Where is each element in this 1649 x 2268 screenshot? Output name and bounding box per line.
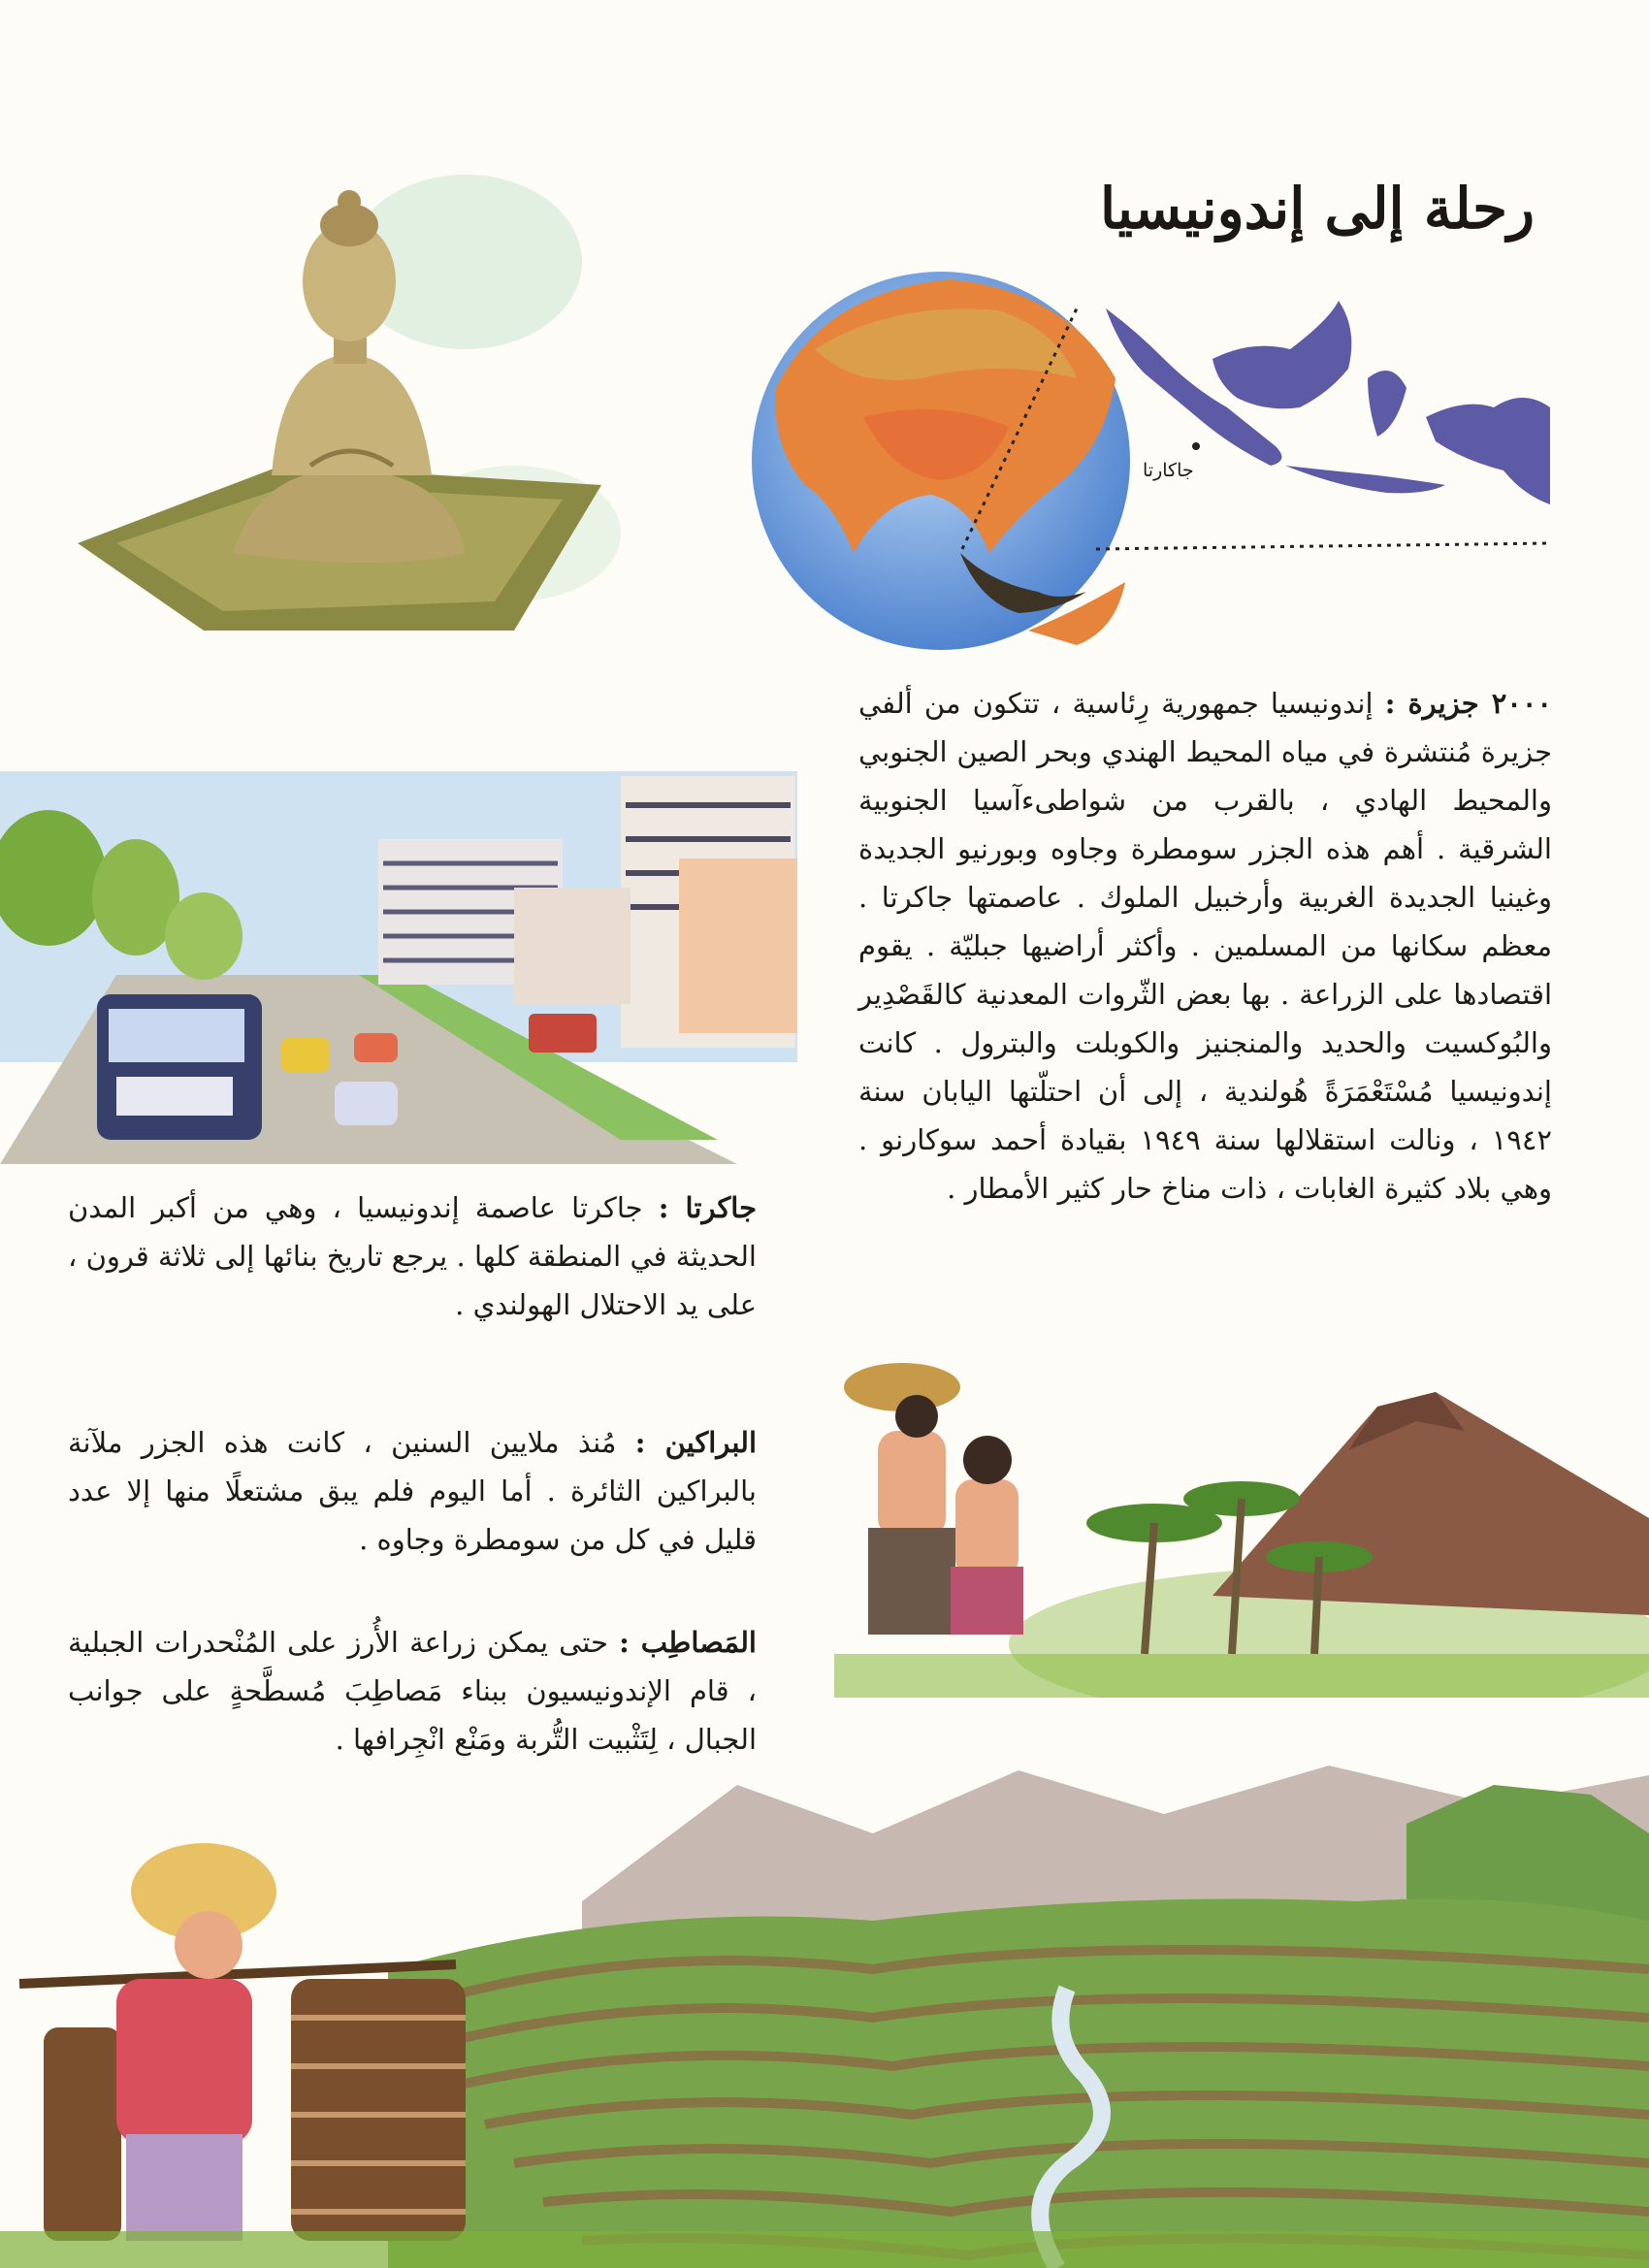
volcanoes-paragraph [68, 1418, 757, 1564]
jakarta-map-label: جاكارتا [1143, 460, 1194, 481]
jakarta-street-illustration [0, 771, 797, 1164]
buddha-statue-illustration [58, 146, 640, 650]
volcanoes-text: مُنذ ملايين السنين ، كانت هذه الجزر ملآنة بالبراكين الثائرة . أما اليوم فلم يبق مشتعلًا منها إلا عدد قليل في كل من سومطرة وجاوه . [68, 1426, 757, 1556]
volcano-children-illustration [834, 1363, 1649, 1698]
page-title: رحلة إلى إندونيسيا [1100, 175, 1535, 242]
terraces-heading: المَصاطِب : [619, 1626, 757, 1659]
volcanoes-heading: البراكين : [634, 1426, 758, 1459]
jakarta-text: جاكرتا عاصمة إندونيسيا ، وهي من أكبر المدن الحديثة في المنطقة كلها . يرجع تاريخ بنائها إلى ثلاثة قرون ، على يد الاحتلال الهولندي . [68, 1191, 757, 1321]
islands-heading: ٢٠٠٠ جزيرة : [1384, 687, 1552, 720]
terraces-paragraph [68, 1618, 757, 1764]
islands-paragraph [858, 679, 1552, 1213]
terraces-text: حتى يمكن زراعة الأُرز على المُنْحدرات الجبلية ، قام الإندونيسيون ببناء مَصاطِبَ مُسطَّحةٍ على جوانب الجبال ، لِتَثْبيت التُّربة ومَنْع انْجِرافها . [68, 1626, 757, 1756]
rice-terraces-illustration [0, 1746, 1649, 2268]
jakarta-paragraph [68, 1183, 757, 1329]
jakarta-heading: جاكرتا : [658, 1191, 758, 1224]
islands-text: إندونيسيا جمهورية رِئاسية ، تتكون من ألفي جزيرة مُنتشرة في مياه المحيط الهندي وبحر الصين الجنوبي والمحيط الهادي ، بالقرب من شواطىءآسيا الجنوبية الشرقية . أهم هذه الجزر سومطرة وجاوه وبورنيو الجديدة وغينيا الجديدة الغربية وأرخبيل الملوك . عاصمتها جاكرتا . معظم سكانها من المسلمين . وأكثر أراضيها جبليّة . يقوم اقتصادها على الزراعة . بها بعض الثّروات المعدنية كالقَصْدِير والبُوكسيت والحديد والمنجنيز والكوبلت والبترول . كانت إندونيسيا مُسْتَعْمَرَةً هُولندية ، إلى أن احتلّتها اليابان سنة ١٩٤٢ ، ونالت استقلالها سنة ١٩٤٩ بقيادة أحمد سوكارنو . وهي بلاد كثيرة الغابات ، ذات مناخ حار كثير الأمطار . [858, 687, 1552, 1205]
